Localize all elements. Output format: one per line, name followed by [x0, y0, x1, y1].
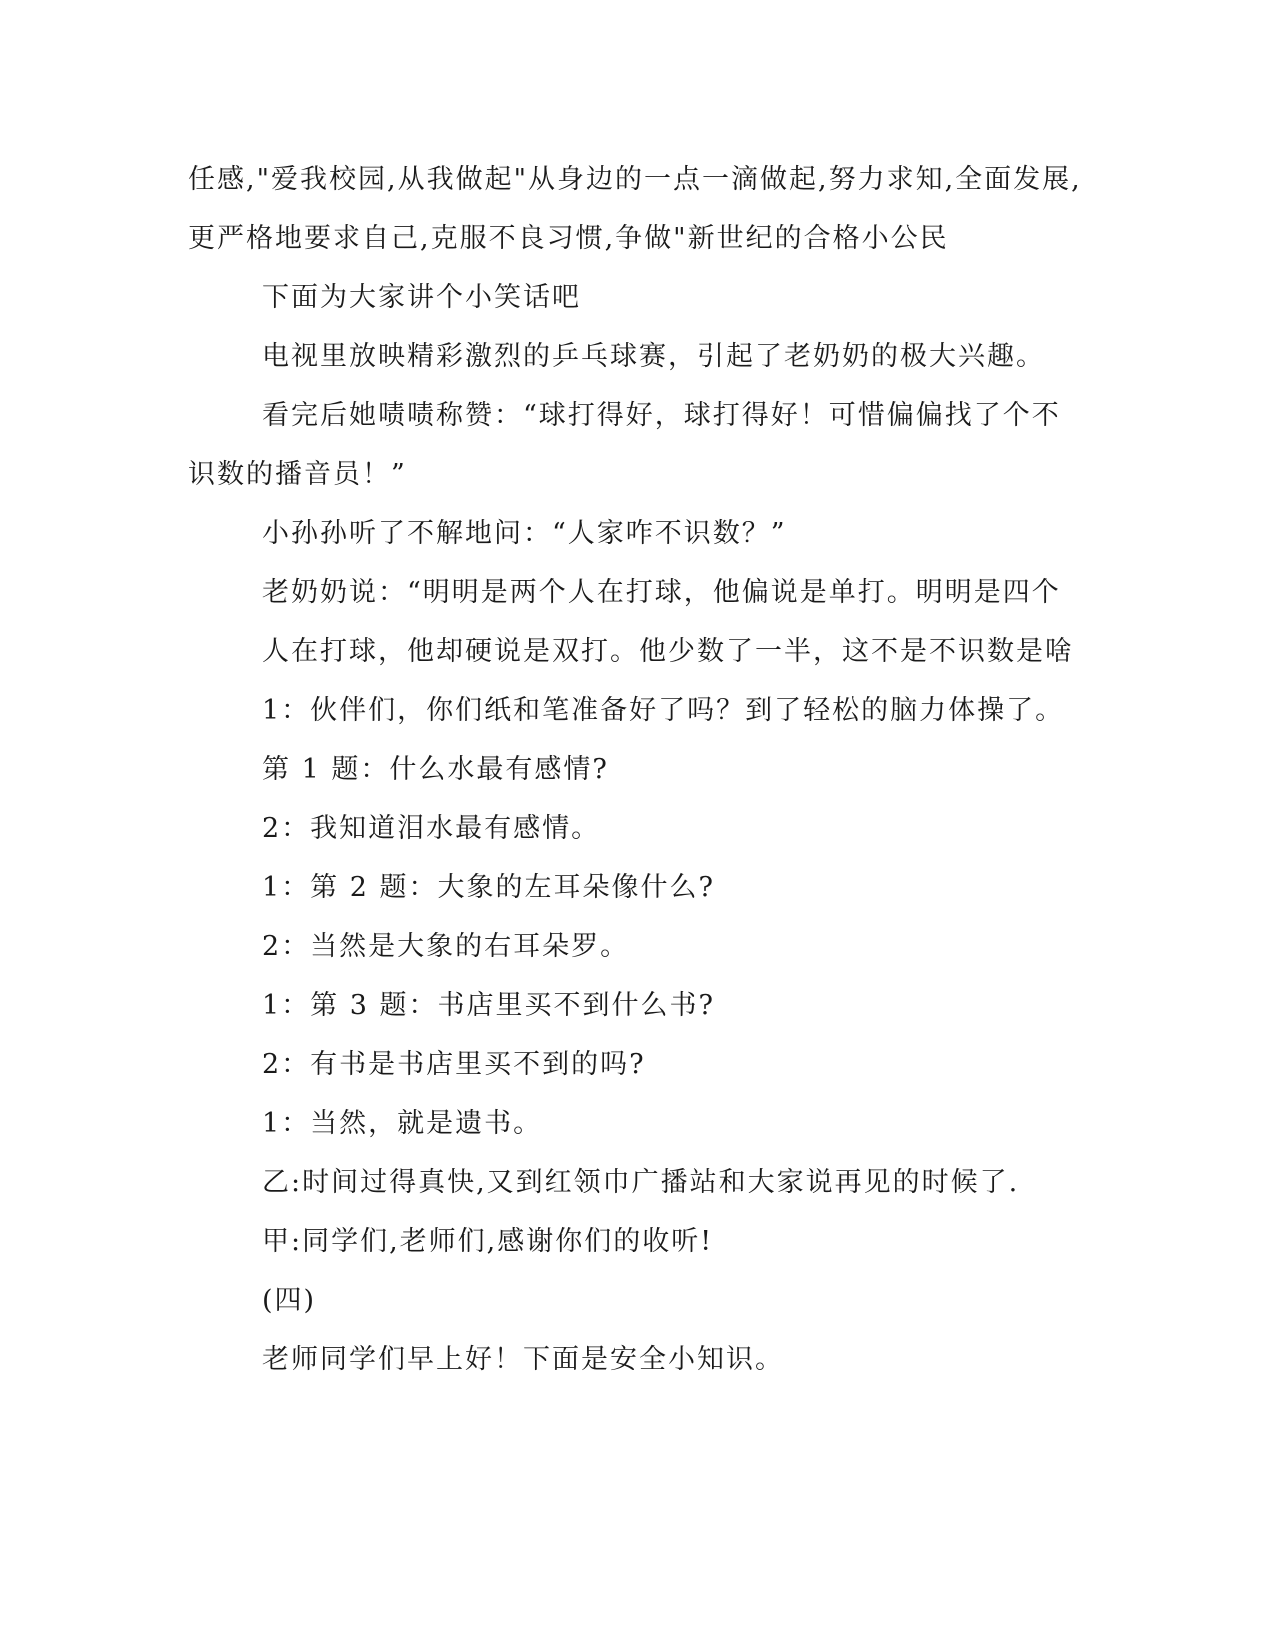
text-line-18: 乙:时间过得真快,又到红领巾广播站和大家说再见的时候了.	[262, 1167, 1020, 1198]
text-line-1: 任感,"爱我校园,从我做起"从身边的一点一滴做起,努力求知,全面发展,	[188, 164, 1082, 195]
text-line-19: 甲:同学们,老师们,感谢你们的收听!	[262, 1226, 714, 1257]
text-line-3: 下面为大家讲个小笑话吧	[262, 282, 581, 313]
text-line-21: 老师同学们早上好！下面是安全小知识。	[262, 1344, 784, 1375]
text-line-4: 电视里放映精彩激烈的乒乓球赛，引起了老奶奶的极大兴趣。	[262, 341, 1045, 372]
text-line-6: 识数的播音员！”	[188, 459, 407, 490]
text-line-7: 小孙孙听了不解地问：“人家咋不识数？”	[262, 518, 787, 549]
section-heading: (四)	[262, 1285, 317, 1316]
text-line-9: 人在打球，他却硬说是双打。他少数了一半，这不是不识数是啥	[262, 636, 1074, 667]
text-line-8: 老奶奶说：“明明是两个人在打球，他偏说是单打。明明是四个	[262, 577, 1061, 608]
text-line-17: 1：当然，就是遗书。	[262, 1108, 543, 1139]
text-line-10: 1：伙伴们，你们纸和笔准备好了吗？到了轻松的脑力体操了。	[262, 695, 1065, 726]
text-line-15: 1：第 3 题：书店里买不到什么书?	[262, 990, 715, 1021]
text-line-12: 2：我知道泪水最有感情。	[262, 813, 601, 844]
text-line-5: 看完后她啧啧称赞：“球打得好，球打得好！可惜偏偏找了个不	[262, 400, 1061, 431]
text-line-16: 2：有书是书店里买不到的吗?	[262, 1049, 646, 1080]
text-line-11: 第 1 题：什么水最有感情?	[262, 754, 609, 785]
text-line-2: 更严格地要求自己,克服不良习惯,争做"新世纪的合格小公民	[188, 223, 949, 254]
text-line-14: 2：当然是大象的右耳朵罗。	[262, 931, 630, 962]
text-line-13: 1：第 2 题：大象的左耳朵像什么?	[262, 872, 715, 903]
